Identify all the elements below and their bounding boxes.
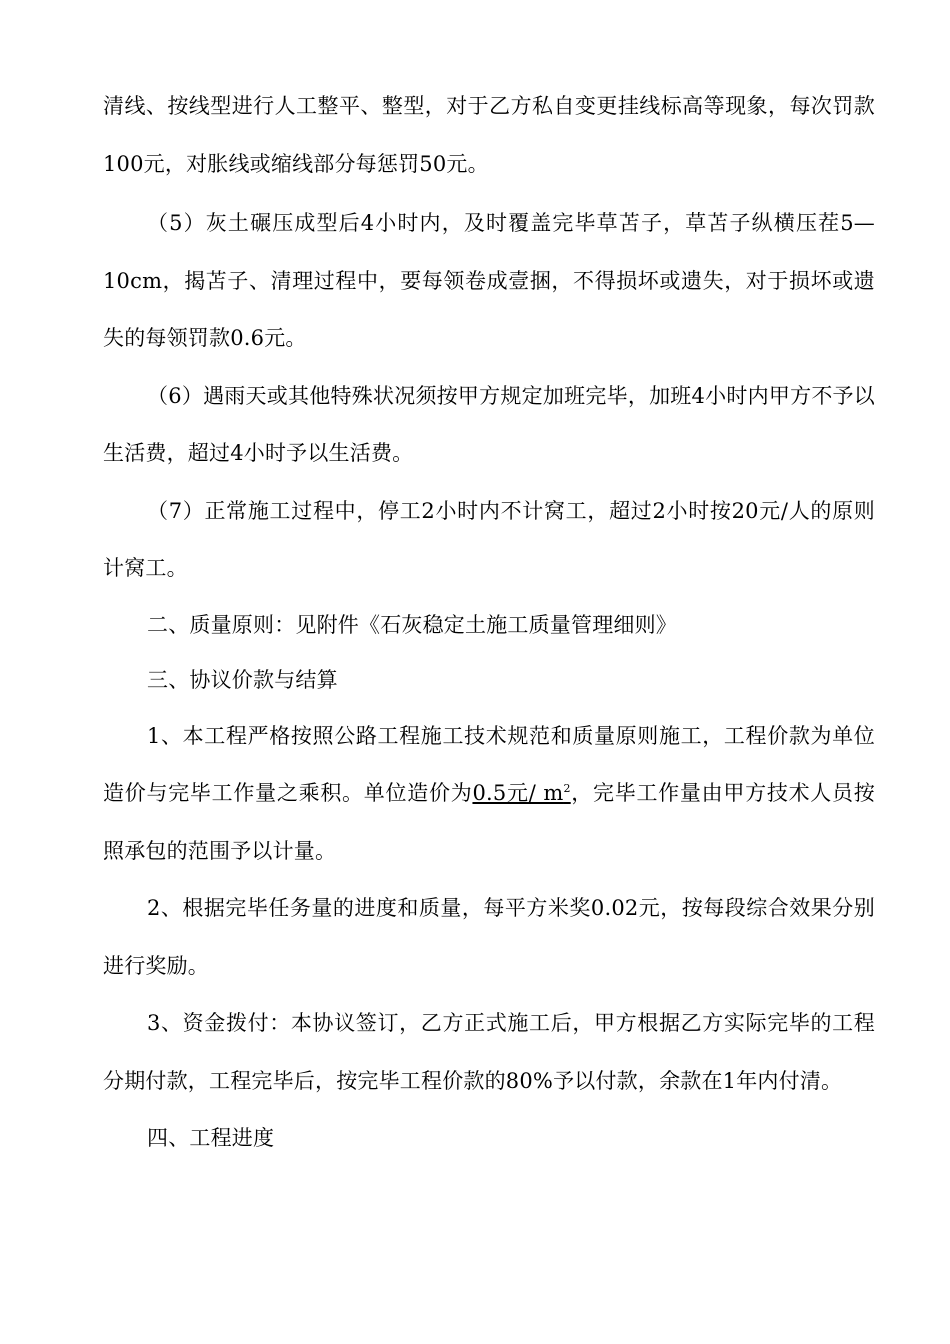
clause-1-text-after: ，完毕工作量由甲方技术人员按照承包的范围予以计量。	[103, 781, 875, 863]
paragraph-clause-1	[103, 708, 875, 881]
document-page	[103, 78, 875, 1168]
paragraph-clause-2: 2、根据完毕任务量的进度和质量，每平方米奖0.02元，按每段综合效果分别进行奖励。	[103, 896, 875, 978]
paragraph-item-6: （6）遇雨天或其他特殊状况须按甲方规定加班完毕，加班4小时内甲方不予以生活费，超过4小时予以生活费。	[103, 383, 875, 465]
section-heading-price-settlement: 三、协议价款与结算	[147, 667, 338, 692]
unit-price-superscript: 2	[563, 782, 571, 795]
paragraph-item-5: （5）灰土碾压成型后4小时内，及时覆盖完毕草苫子，草苫子纵横压茬5—10cm，揭苫子、清理过程中，要每领卷成壹捆，不得损坏或遗失，对于损坏或遗失的每领罚款0.6元。	[103, 211, 875, 350]
unit-price	[472, 781, 570, 805]
section-heading-quality: 二、质量原则：见附件《石灰稳定土施工质量管理细则》	[147, 612, 677, 637]
clause-1-text-before: 1、本工程严格按照公路工程施工技术规范和质量原则施工，工程价款为单位造价与完毕工作量之乘积。单位造价为	[103, 723, 875, 805]
paragraph-line-marking-penalty: 清线、按线型进行人工整平、整型，对于乙方私自变更挂线标高等现象，每次罚款100元，对胀线或缩线部分每惩罚50元。	[103, 94, 875, 176]
section-heading-schedule: 四、工程进度	[147, 1126, 275, 1150]
unit-price-value: 0.5元/ m	[472, 781, 564, 805]
paragraph-clause-3: 3、资金拨付：本协议签订，乙方正式施工后，甲方根据乙方实际完毕的工程分期付款，工程完毕后，按完毕工程价款的80%予以付款，余款在1年内付清。	[103, 1011, 875, 1093]
paragraph-item-7: （7）正常施工过程中，停工2小时内不计窝工，超过2小时按20元/人的原则计窝工。	[103, 498, 875, 580]
